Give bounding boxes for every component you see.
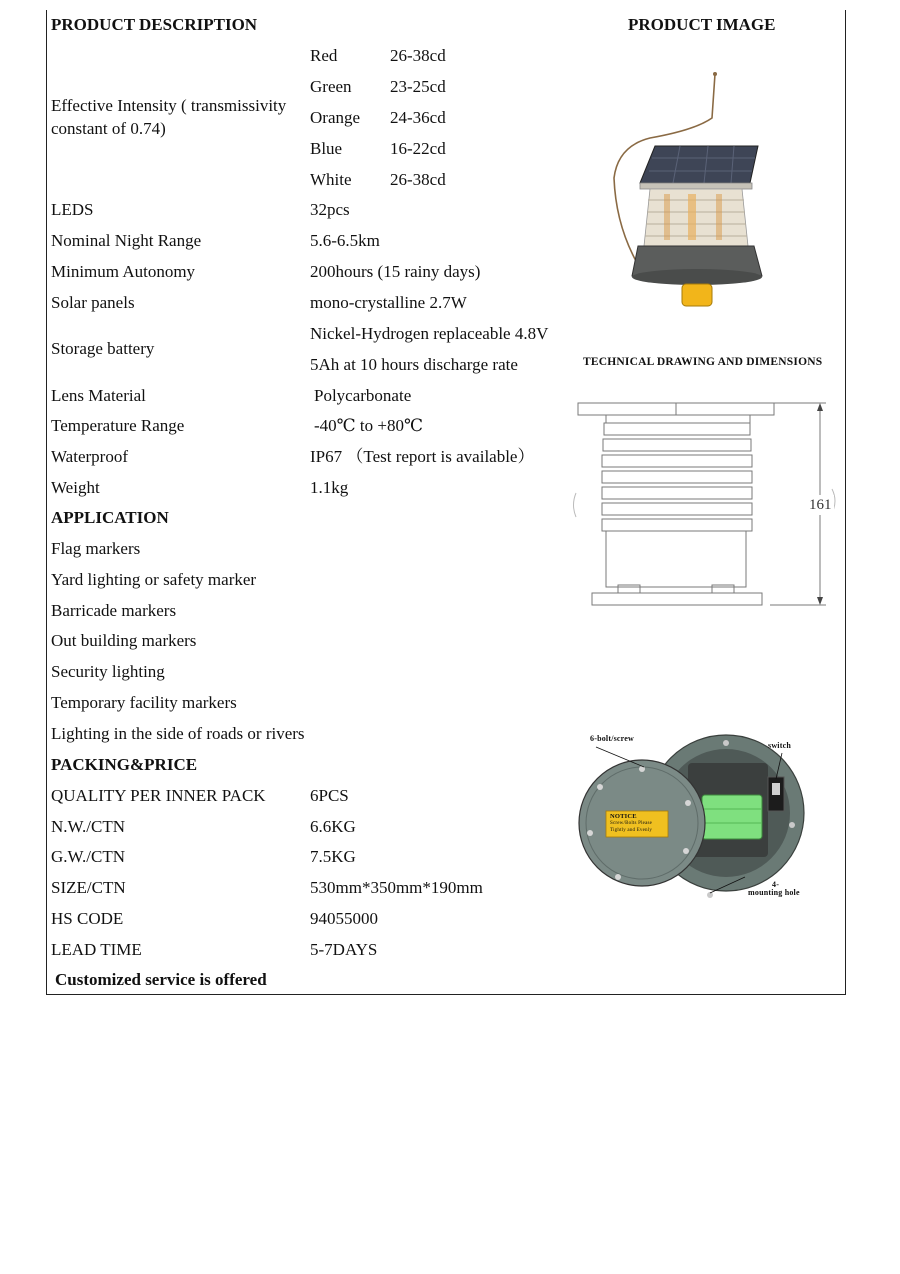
product-photo	[600, 68, 770, 318]
application-item: Out building markers	[51, 631, 197, 650]
intensity-value: 26-38cd	[390, 170, 446, 189]
technical-drawing	[570, 393, 840, 613]
spec-label: Waterproof	[51, 447, 128, 466]
packing-label: SIZE/CTN	[51, 878, 126, 897]
spec-value: 1.1kg	[310, 478, 349, 497]
switch-label: switch	[768, 741, 791, 750]
technical-drawing-caption: TECHNICAL DRAWING AND DIMENSIONS	[583, 356, 823, 368]
notice-title: NOTICE	[610, 813, 637, 820]
notice-line2: Tightly and Evenly	[610, 828, 653, 833]
intensity-color: White	[310, 170, 352, 189]
packing-label: LEAD TIME	[51, 940, 142, 959]
bolt-screw-label: 6-bolt/screw	[590, 734, 635, 743]
spec-label: Solar panels	[51, 293, 135, 312]
spec-label: Temperature Range	[51, 416, 185, 435]
battery-value-line1: Nickel-Hydrogen replaceable 4.8V	[310, 324, 549, 343]
application-item: Yard lighting or safety marker	[51, 570, 257, 589]
packing-label: G.W./CTN	[51, 847, 125, 866]
application-item: Flag markers	[51, 539, 141, 558]
mounting-hole-label-cont: mounting hole	[748, 888, 800, 897]
intensity-label: Effective Intensity ( transmissivity	[51, 96, 287, 115]
intensity-color: Green	[310, 77, 352, 96]
product-description-heading: PRODUCT DESCRIPTION	[51, 15, 258, 34]
intensity-label-cont: constant of 0.74)	[51, 119, 166, 138]
application-item: Lighting in the side of roads or rivers	[51, 724, 305, 743]
customized-service-note: Customized service is offered	[55, 970, 267, 989]
battery-compartment-photo	[570, 725, 830, 905]
intensity-value: 24-36cd	[390, 108, 446, 127]
packing-value: 6PCS	[310, 786, 349, 805]
spec-label: Lens Material	[51, 386, 146, 405]
packing-label: HS CODE	[51, 909, 124, 928]
dimension-label: 161	[809, 497, 832, 513]
intensity-color: Orange	[310, 108, 361, 127]
intensity-color: Blue	[310, 139, 343, 158]
spec-label: Weight	[51, 478, 100, 497]
packing-label: QUALITY PER INNER PACK	[51, 786, 266, 805]
application-item: Barricade markers	[51, 601, 177, 620]
packing-value: 6.6KG	[310, 817, 356, 836]
packing-value: 94055000	[310, 909, 378, 928]
battery-value-line2: 5Ah at 10 hours discharge rate	[310, 355, 518, 374]
spec-value: 32pcs	[310, 200, 350, 219]
spec-value: Polycarbonate	[314, 386, 412, 405]
packing-value: 5-7DAYS	[310, 940, 378, 959]
intensity-value: 26-38cd	[390, 46, 446, 65]
intensity-color: Red	[310, 46, 338, 65]
notice-line1: Screw/Bolts Please	[610, 821, 653, 826]
intensity-value: 16-22cd	[390, 139, 446, 158]
packing-label: N.W./CTN	[51, 817, 125, 836]
intensity-value: 23-25cd	[390, 77, 446, 96]
spec-label: Nominal Night Range	[51, 231, 202, 250]
packing-value: 7.5KG	[310, 847, 356, 866]
spec-label: Minimum Autonomy	[51, 262, 196, 281]
battery-label: Storage battery	[51, 339, 155, 358]
spec-value: -40℃ to +80℃	[314, 416, 424, 435]
packing-value: 530mm*350mm*190mm	[310, 878, 483, 897]
application-item: Security lighting	[51, 662, 165, 681]
product-image-heading: PRODUCT IMAGE	[628, 15, 776, 34]
spec-value: mono-crystalline 2.7W	[310, 293, 467, 312]
application-heading: APPLICATION	[51, 508, 169, 527]
mounting-hole-label: 4-	[772, 880, 780, 889]
spec-value: IP67 （Test report is available）	[310, 447, 535, 466]
spec-label: LEDS	[51, 200, 94, 219]
application-item: Temporary facility markers	[51, 693, 237, 712]
spec-value: 200hours (15 rainy days)	[310, 262, 481, 281]
spec-value: 5.6-6.5km	[310, 231, 380, 250]
packing-heading: PACKING&PRICE	[51, 755, 198, 774]
